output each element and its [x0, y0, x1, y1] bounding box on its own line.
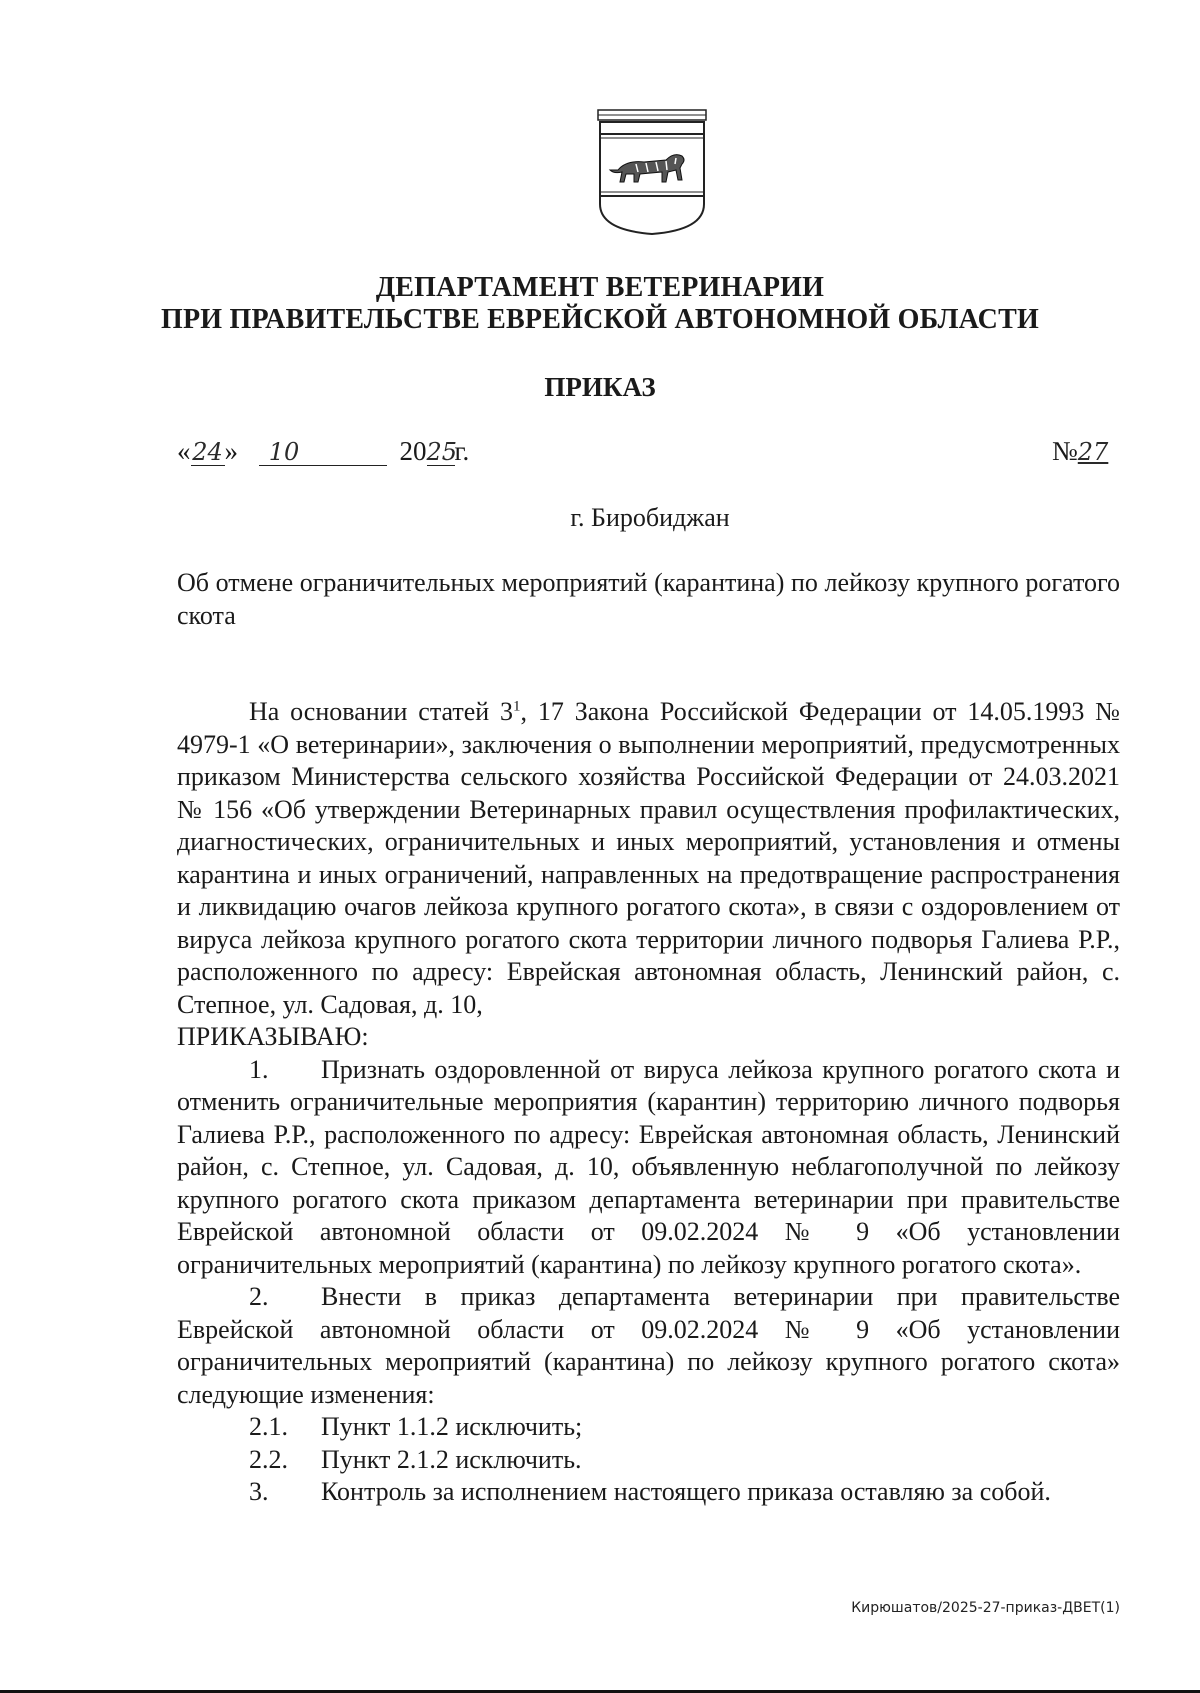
document-reference-footer: Кирюшатов/2025-27-приказ-ДВЕТ(1): [851, 1600, 1120, 1616]
list-item: [177, 1444, 1120, 1477]
preamble-part2: , 17 Закона Российской Федерации от 14.05.1993 № 4979-1 «О ветеринарии», заключения о выполнении мероприятий, предусмотренных приказом Министерства сельского хозяйства Российской Федерации от 24.03.2021 № 156 «Об утверждении Ветеринарных правил осуществления профилактических, диагностических, ограничительных и иных мероприятий, установления и отмены карантина и иных ограничений, направленных на предотвращение распространения и ликвидацию очагов лейкоза крупного рогатого скота», в связи с оздоровлением от вируса лейкоза крупного рогатого скота территории личного подворья Галиева Р.Р., расположенного по адресу: Еврейская автономная область, Ленинский район, с. Степное, ул. Садовая, д. 10,: [177, 697, 1120, 1019]
order-word: ПРИКАЗЫВАЮ:: [177, 1022, 369, 1051]
number-label: №: [1052, 436, 1078, 466]
date-year-suffix: 25: [426, 438, 458, 466]
item-number: 3.: [249, 1477, 269, 1506]
city-line: г. Биробиджан: [570, 503, 730, 532]
item-text: Внести в приказ департамента ветеринарии при правительстве Еврейской автономной области от 09.02.2024 № 9 «Об установлении ограничительных мероприятий (карантина) по лейкозу крупного рогатого скота» следующие изменения:: [177, 1282, 1120, 1409]
item-text: Пункт 2.1.2 исключить.: [321, 1444, 582, 1474]
item-number: 2.: [249, 1282, 269, 1311]
number-value: 27: [1077, 438, 1109, 466]
list-item: [177, 1476, 1120, 1509]
date-day: 24: [192, 438, 223, 466]
order-number: [1052, 436, 1108, 467]
department-name-line1: ДЕПАРТАМЕНТ ВЕТЕРИНАРИИ: [375, 272, 825, 303]
list-item: [177, 1411, 1120, 1444]
document-type-title: ПРИКАЗ: [544, 372, 656, 402]
order-body: [177, 696, 1120, 1509]
date-month: 10: [259, 439, 387, 466]
date-year-unit: г.: [454, 436, 470, 466]
item-text: Признать оздоровленной от вируса лейкоза крупного рогатого скота и отменить ограничительные мероприятия (карантин) территорию личного подворья Галиева Р.Р., расположенного по адресу: Еврейская автономная область, Ленинский район, с. Степное, ул. Садовая, д. 10, объявленную неблагополучной по лейкозу крупного рогатого скота приказом департамента ветеринарии при правительстве Еврейской автономной области от 09.02.2024 № 9 «Об установлении ограничительных мероприятий (карантина) по лейкозу крупного рогатого скота».: [177, 1054, 1120, 1279]
item-number: 1.: [249, 1054, 269, 1084]
order-date: [177, 436, 469, 467]
coat-of-arms-emblem: [596, 108, 708, 238]
item-number: 2.2.: [249, 1444, 288, 1474]
item-text: Контроль за исполнением настоящего приказа оставляю за собой.: [321, 1477, 1051, 1506]
department-name-line2: ПРИ ПРАВИТЕЛЬСТВЕ ЕВРЕЙСКОЙ АВТОНОМНОЙ ОБЛАСТИ: [161, 304, 1039, 335]
order-subject: Об отмене ограничительных мероприятий (карантина) по лейкозу крупного рогатого скота: [177, 568, 1120, 630]
date-close-quote: »: [224, 436, 238, 466]
item-number: 2.1.: [249, 1412, 288, 1441]
item-text: Пункт 1.1.2 исключить;: [321, 1412, 583, 1441]
list-item: [177, 1281, 1120, 1411]
date-open-quote: «: [177, 436, 191, 466]
preamble-paragraph: [177, 696, 1120, 1021]
list-item: [177, 1054, 1120, 1282]
preamble-superscript: 1: [513, 698, 521, 715]
preamble-part1: На основании статей 3: [249, 697, 514, 726]
date-year-prefix: 20: [399, 436, 427, 466]
